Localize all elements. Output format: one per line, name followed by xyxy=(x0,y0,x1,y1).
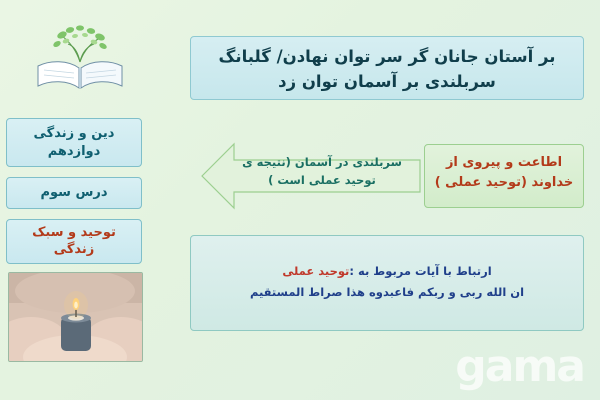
sidebar-item-topic[interactable] xyxy=(6,219,142,264)
sidebar-item-label: توحید و سبک زندگی xyxy=(32,224,116,258)
verse-highlight: توحید عملی xyxy=(282,264,350,278)
sidebar xyxy=(0,40,148,274)
verse-box xyxy=(190,235,584,331)
poem-text: بر آستان جانان گر سر توان نهادن/ گلبانگ سربلندی بر آسمان توان زد xyxy=(218,47,556,91)
result-arrow xyxy=(200,140,422,212)
verse-line-1 xyxy=(207,264,567,278)
obedience-text: اطاعت و پیروی از خداوند (توحید عملی ) xyxy=(434,155,574,190)
sidebar-item-label: دین و زندگی دوازدهم xyxy=(33,126,115,159)
verse-line-2: ان الله ربی و ربکم فاعبدوه هذا صراط المستقیم xyxy=(249,285,525,299)
sidebar-item-label: درس سوم xyxy=(40,185,108,201)
arrow-label: سربلندی در آسمان (نتیجه ی توحید عملی است ) xyxy=(242,155,402,187)
verse-prefix: ارتباط با آیات مربوط به : xyxy=(349,264,492,278)
sidebar-item-lesson[interactable] xyxy=(6,177,142,209)
gama-watermark: gama xyxy=(455,341,584,392)
poem-box xyxy=(190,36,584,100)
obedience-box xyxy=(424,144,584,208)
sidebar-item-book[interactable] xyxy=(6,118,142,167)
candle-photo xyxy=(8,272,143,362)
